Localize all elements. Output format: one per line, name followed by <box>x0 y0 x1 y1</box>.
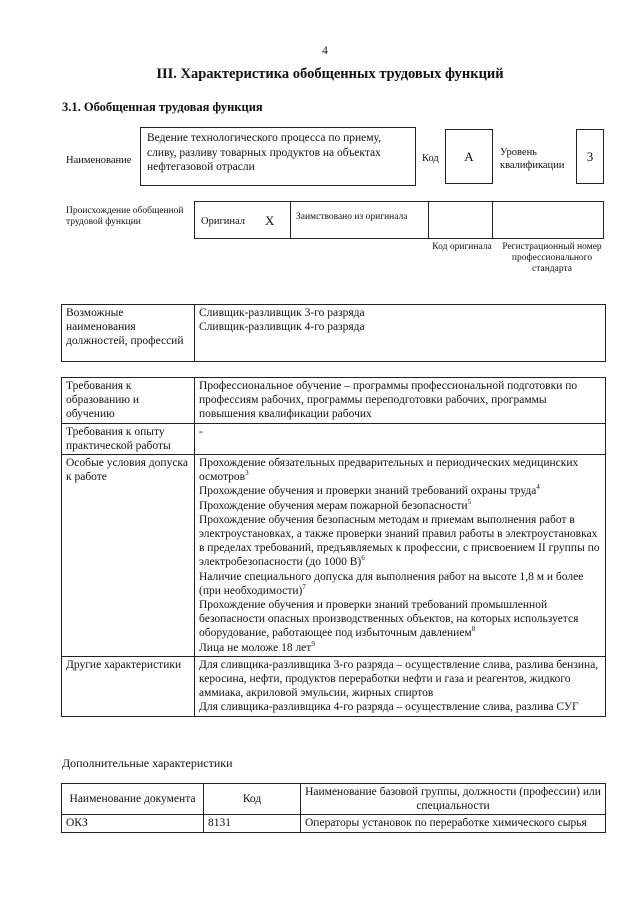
level-box <box>576 129 604 184</box>
special-item: Прохождение обязательных предварительных и периодических медицинских осмотров$^3$ <box>199 457 579 484</box>
special-item: Прохождение обучения и проверки знаний требований охраны труда$^4$ <box>199 483 540 498</box>
special-item: Прохождение обучения мерам пожарной безопасности$^5$ <box>199 497 472 512</box>
header-code: Код <box>204 784 301 815</box>
borrowed-label: Заимствовано из оригинала <box>296 212 408 222</box>
requirements-table <box>61 377 606 717</box>
special-values <box>195 455 606 657</box>
origin-label: Происхождение обобщенной трудовой функции <box>66 206 184 227</box>
origin-borrowed-cell <box>290 201 429 239</box>
education-row <box>62 378 606 424</box>
origin-original-cell <box>194 201 291 239</box>
table-row <box>62 815 606 832</box>
special-item: Прохождение обучения и проверки знаний требований промышленной безопасности опасных производственных объектов, на которых используется оборудование, работающее под избыточным давлением$^8$ <box>199 599 579 640</box>
original-mark: X <box>265 213 275 228</box>
special-item: Наличие специального допуска для выполнения работ на высоте 1,8 м и более (при необходимости)$^7$ <box>199 570 584 597</box>
level-value: 3 <box>586 148 594 164</box>
additional-table <box>61 783 606 833</box>
row-document: ОКЗ <box>62 815 204 832</box>
page-number: 4 <box>322 45 328 57</box>
code-value: A <box>464 148 474 164</box>
other-item: Для сливщика-разливщика 4-го разряда – осуществление слива, разлива СУГ <box>199 701 579 714</box>
positions-values <box>195 305 606 362</box>
experience-label: Требования к опыту практической работы <box>62 423 195 454</box>
function-name-value: Ведение технологического процесса по приему, сливу, разливу товарных продуктов на объектах нефтегазовой отрасли <box>147 132 382 173</box>
row-code: 8131 <box>204 815 301 832</box>
special-item: Лица не моложе 18 лет$^9$ <box>199 639 315 654</box>
row-group-name: Операторы установок по переработке химического сырья <box>301 815 606 832</box>
origin-code-cell <box>428 201 493 239</box>
section-title: III. Характеристика обобщенных трудовых функций <box>156 66 504 82</box>
section-subtitle: 3.1. Обобщенная трудовая функция <box>62 100 263 114</box>
additional-header-row <box>62 784 606 815</box>
header-document: Наименование документа <box>62 784 204 815</box>
level-label: Уровень квалификации <box>500 147 565 171</box>
original-label: Оригинал <box>201 216 245 227</box>
special-label: Особые условия допуска к работе <box>62 455 195 657</box>
other-label: Другие характеристики <box>62 656 195 716</box>
special-item: Прохождение обучения безопасным методам и приемам выполнения работ в электроустановках, а также проверки знаний правил работы в электроустановках в пределах требований, предъявляемых к профессии, с присвоением II группы по электробезопасности (до 1000 В)$^6$ <box>199 513 600 569</box>
additional-title: Дополнительные характеристики <box>62 756 233 770</box>
positions-table <box>61 304 606 362</box>
special-row <box>62 455 606 657</box>
reg-number-caption: Регистрационный номер профессионального стандарта <box>502 242 602 274</box>
experience-row <box>62 423 606 454</box>
code-box <box>445 129 493 184</box>
position-item: Сливщик-разливщик 3-го разряда <box>199 307 365 319</box>
origin-reg-cell <box>492 201 604 239</box>
position-item: Сливщик-разливщик 4-го разряда <box>199 321 365 334</box>
education-value: Профессиональное обучение – программы профессиональной подготовки по профессиям рабочих, программы переподготовки рабочих, программы повышения квалификации рабочих <box>195 378 606 424</box>
other-values <box>195 656 606 716</box>
experience-value: - <box>195 423 606 454</box>
header-group-name: Наименование базовой группы, должности (профессии) или специальности <box>301 784 606 815</box>
code-original-caption: Код оригинала <box>432 242 492 252</box>
code-label: Код <box>422 153 439 164</box>
other-item: Для сливщика-разливщика 3-го разряда – осуществление слива, разлива бензина, керосина, нефти, продуктов переработки нефти и газа и реагентов, жидкого аммиака, акриловой эмульсии, жирных спиртов <box>199 658 599 700</box>
other-row <box>62 656 606 716</box>
positions-label: Возможные наименования должностей, профессий <box>62 305 195 362</box>
origin-table <box>194 201 604 239</box>
function-name-box <box>140 127 416 186</box>
education-label: Требования к образованию и обучению <box>62 378 195 424</box>
name-label: Наименование <box>66 155 132 166</box>
